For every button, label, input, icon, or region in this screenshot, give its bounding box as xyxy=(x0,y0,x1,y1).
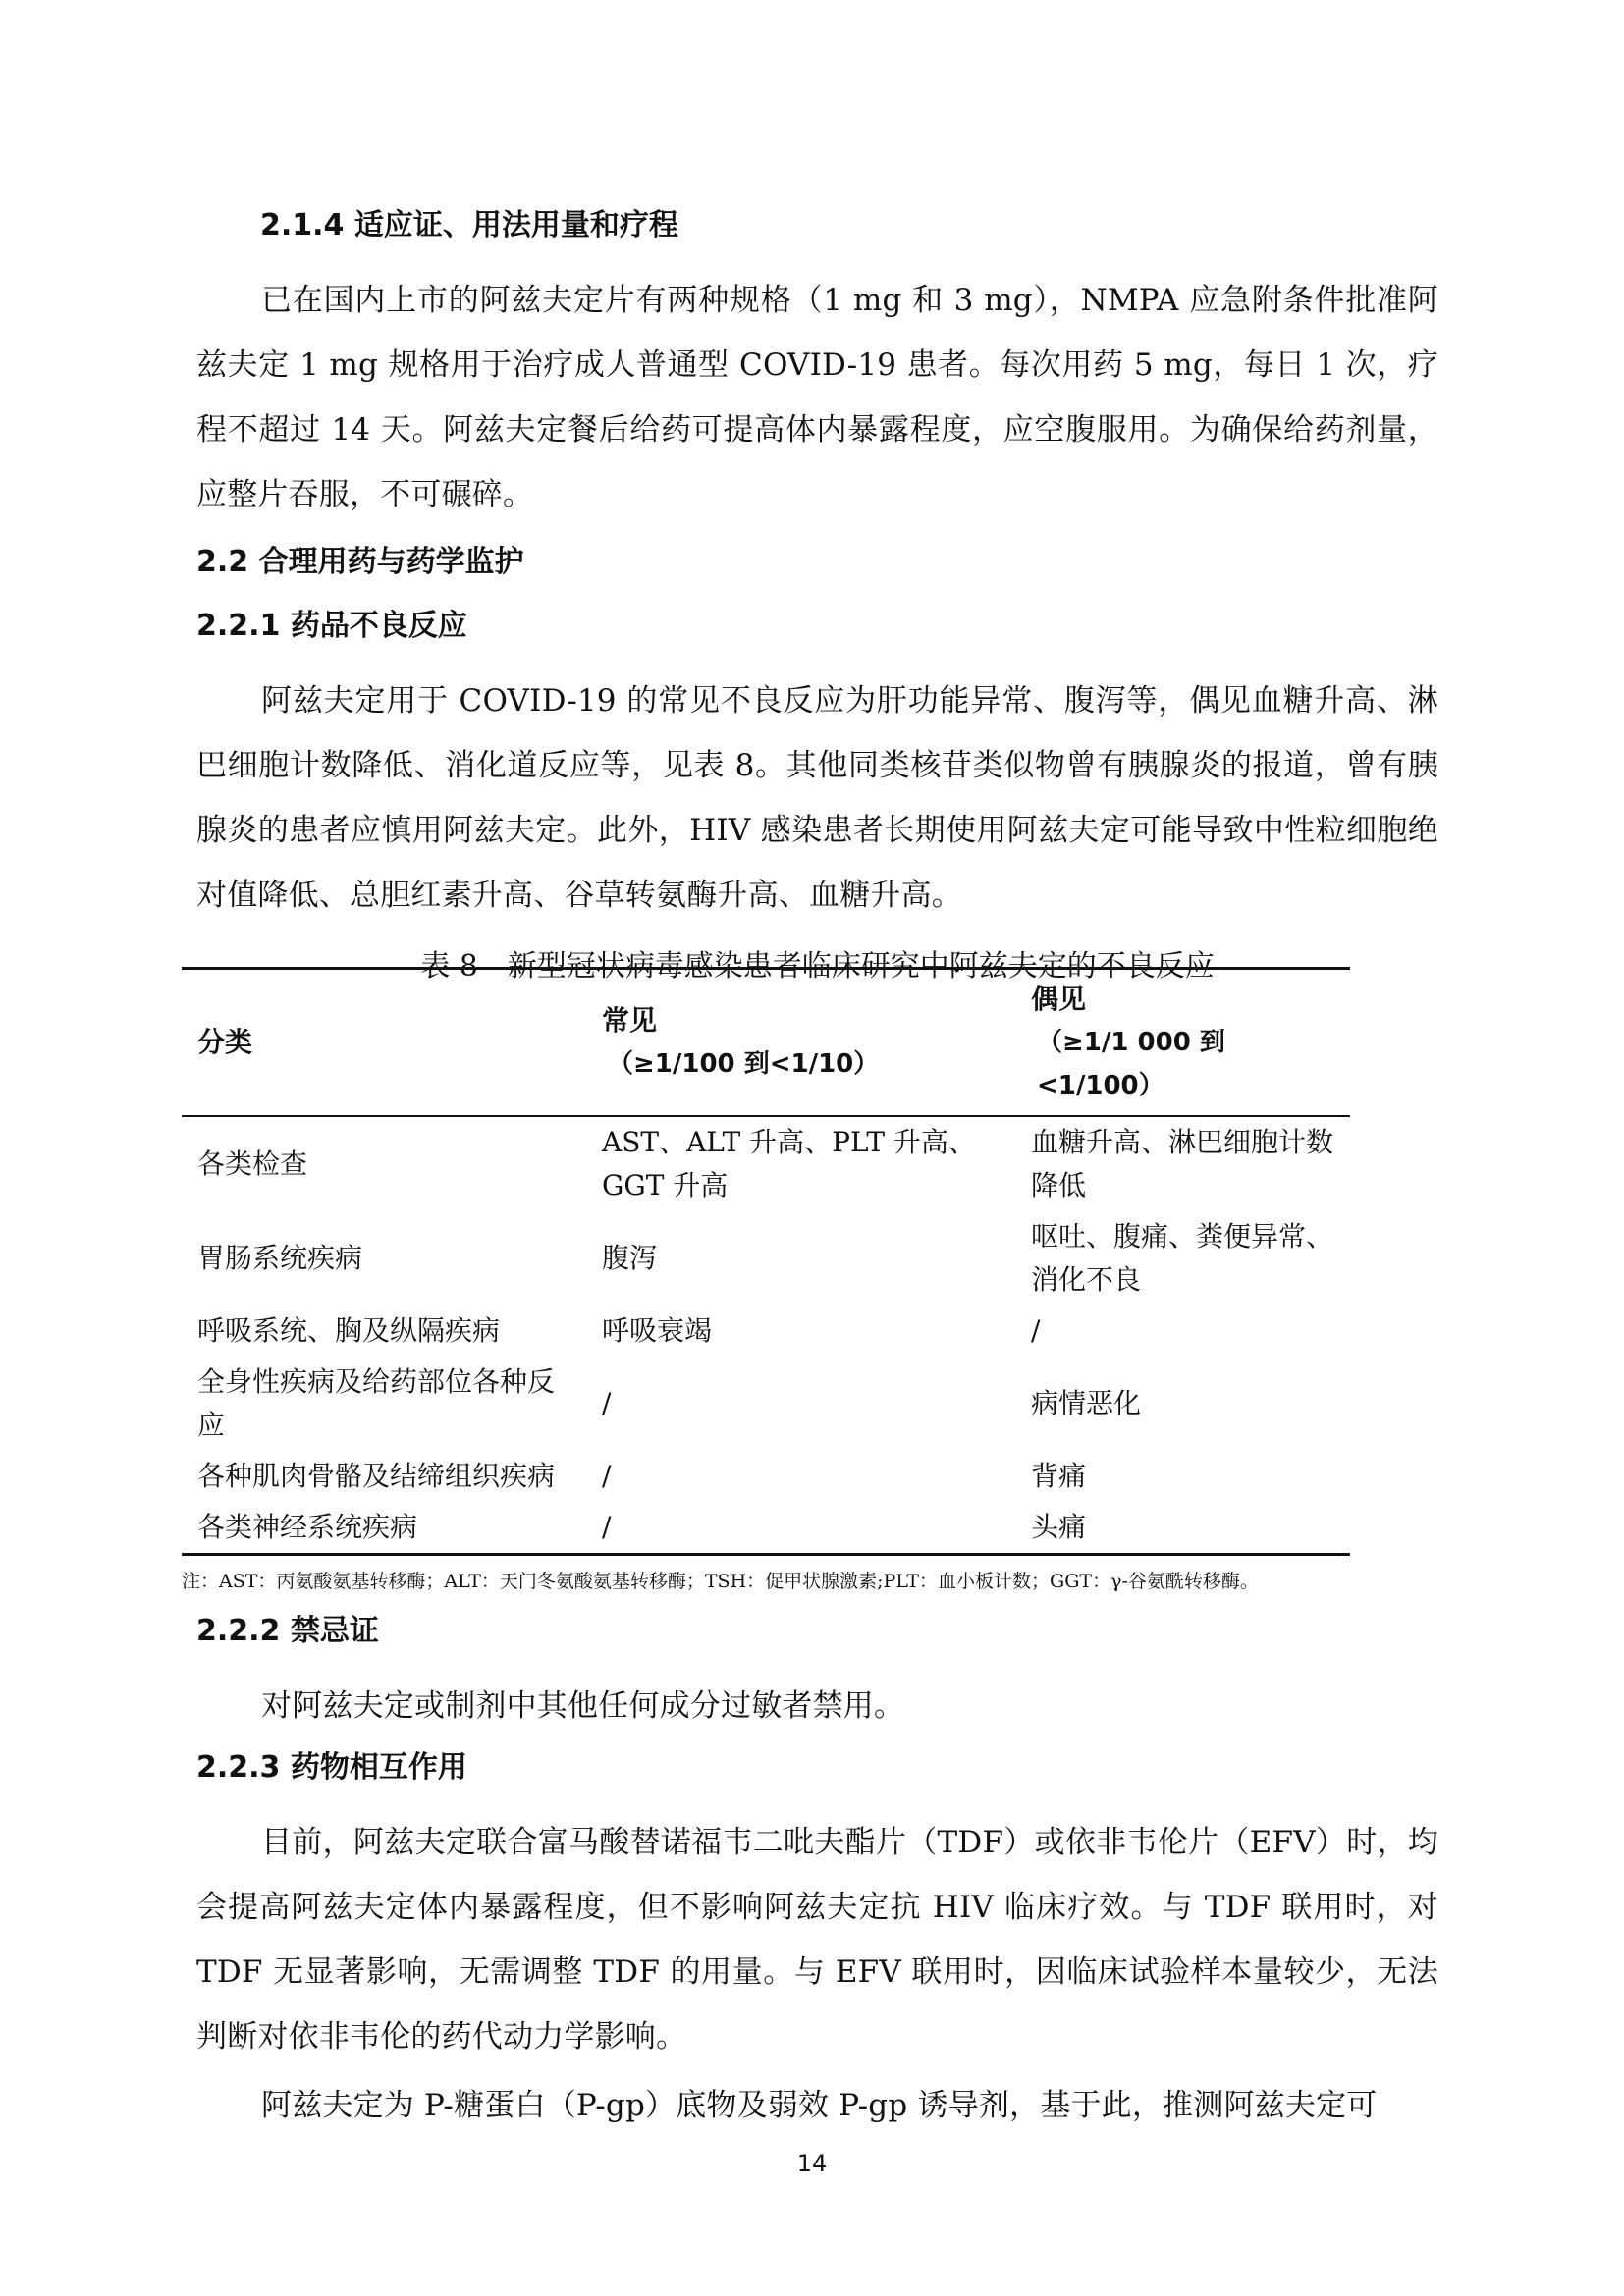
table-wrapper xyxy=(0,967,1624,1595)
cell-common: 呼吸衰竭 xyxy=(602,1314,713,1347)
header-uncommon-range: （≥1/1 000 到<1/100） xyxy=(1037,1028,1225,1100)
table-row xyxy=(182,1211,1350,1306)
table-row xyxy=(182,1357,1350,1451)
header-common-range: （≥1/100 到<1/10） xyxy=(608,1049,880,1079)
cell-common: 腹泻 xyxy=(602,1242,658,1274)
cell-uncommon: 血糖升高、淋巴细胞计数降低 xyxy=(1031,1126,1334,1201)
cell-category: 各类神经系统疾病 xyxy=(197,1511,418,1543)
table-row xyxy=(182,1451,1350,1502)
cell-category: 各种肌肉骨骼及结缔组织疾病 xyxy=(197,1460,556,1492)
cell-common: / xyxy=(602,1387,612,1419)
heading-2-2-2: 2.2.2 禁忌证 xyxy=(196,1614,379,1648)
heading-2-2: 2.2 合理用药与药学监护 xyxy=(196,545,524,579)
table-caption: 表 8 新型冠状病毒感染患者临床研究中阿兹夫定的不良反应 xyxy=(420,949,1215,984)
cell-uncommon: 背痛 xyxy=(1031,1460,1087,1492)
header-uncommon xyxy=(1015,969,1350,1117)
heading-2-2-1: 2.2.1 药品不良反应 xyxy=(196,609,467,643)
paragraph-interactions-2: 阿兹夫定为 P-糖蛋白（P-gp）底物及弱效 P-gp 诱导剂，基于此，推测阿兹夫定可 xyxy=(261,2088,1378,2123)
header-common-title: 常见 xyxy=(602,1004,658,1037)
table-row xyxy=(182,1116,1350,1211)
cell-common: / xyxy=(602,1460,612,1492)
cell-uncommon: 病情恶化 xyxy=(1031,1387,1142,1419)
paragraph-interactions-1: 目前，阿兹夫定联合富马酸替诺福韦二吡夫酯片（TDF）或依非韦伦片（EFV）时，均会提高阿兹夫定体内暴露程度，但不影响阿兹夫定抗 HIV 临床疗效。与 TDF 联用时，对 TDF 无显著影响，无需调整 TDF 的用量。与 EFV 联用时，因临床试验样本量较少，无法判断对依非韦伦的药代动力学影响。 xyxy=(196,1825,1438,2055)
paragraph-contraindications: 对阿兹夫定或制剂中其他任何成分过敏者禁用。 xyxy=(261,1688,905,1724)
cell-common: / xyxy=(602,1511,612,1543)
cell-uncommon: 头痛 xyxy=(1031,1511,1087,1543)
page-number: 14 xyxy=(796,2150,828,2177)
cell-uncommon: 呕吐、腹痛、粪便异常、消化不良 xyxy=(1031,1220,1334,1296)
adverse-reaction-table xyxy=(182,967,1350,1556)
cell-category: 各类检查 xyxy=(197,1148,308,1180)
document-body-lower xyxy=(196,1610,1438,2138)
header-category: 分类 xyxy=(197,1026,253,1058)
heading-2-2-3: 2.2.3 药物相互作用 xyxy=(196,1750,467,1785)
cell-category: 胃肠系统疾病 xyxy=(197,1242,363,1274)
heading-2-1-4: 2.1.4 适应证、用法用量和疗程 xyxy=(260,208,678,242)
header-uncommon-title: 偶见 xyxy=(1031,983,1087,1015)
header-common xyxy=(586,969,1015,1117)
paragraph-dosage: 已在国内上市的阿兹夫定片有两种规格（1 mg 和 3 mg），NMPA 应急附条件批准阿兹夫定 1 mg 规格用于治疗成人普通型 COVID-19 患者。每次用药 5 mg，每日 1 次，疗程不超过 14 天。阿兹夫定餐后给药可提高体内暴露程度，应空腹服用。为确保给药剂量，应整片吞服，不可碾碎。 xyxy=(196,283,1438,512)
cell-uncommon: / xyxy=(1031,1314,1041,1347)
table-header-row xyxy=(182,969,1350,1117)
paragraph-adverse-reactions: 阿兹夫定用于 COVID-19 的常见不良反应为肝功能异常、腹泻等，偶见血糖升高、淋巴细胞计数降低、消化道反应等，见表 8。其他同类核苷类似物曾有胰腺炎的报道，曾有胰腺炎的患者应慎用阿兹夫定。此外，HIV 感染患者长期使用阿兹夫定可能导致中性粒细胞绝对值降低、总胆红素升高、谷草转氨酶升高、血糖升高。 xyxy=(196,683,1438,913)
document-body xyxy=(196,204,1438,998)
cell-common: AST、ALT 升高、PLT 升高、GGT 升高 xyxy=(602,1126,976,1201)
table-row xyxy=(182,1306,1350,1357)
table-note: 注：AST：丙氨酸氨基转移酶；ALT：天门冬氨酸氨基转移酶；TSH：促甲状腺激素;PLT：血小板计数；GGT：γ-谷氨酰转移酶。 xyxy=(182,1571,1259,1592)
table-row xyxy=(182,1502,1350,1555)
cell-category: 全身性疾病及给药部位各种反应 xyxy=(197,1365,556,1441)
cell-category: 呼吸系统、胸及纵隔疾病 xyxy=(197,1314,501,1347)
